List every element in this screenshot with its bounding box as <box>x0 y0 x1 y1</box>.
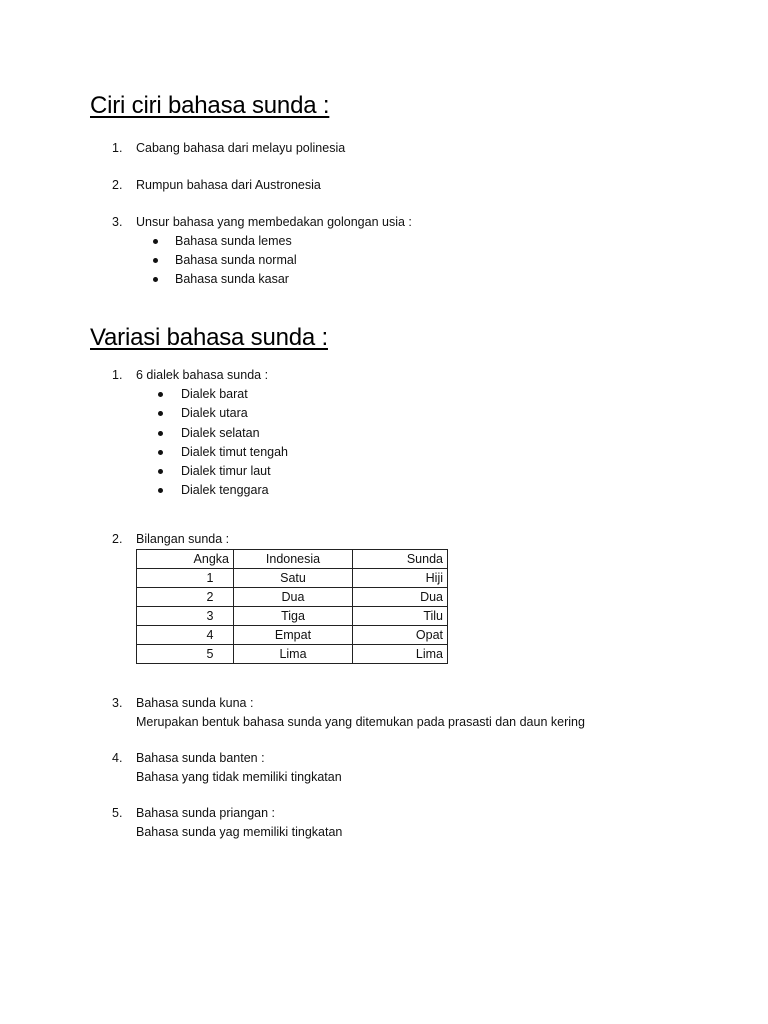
heading-ciri-ciri: Ciri ciri bahasa sunda : <box>90 92 330 119</box>
bullet-item: Dialek barat <box>181 387 248 401</box>
table-header-sunda: Sunda <box>353 550 448 569</box>
list-number: 5. <box>112 806 123 820</box>
list-item-detail: Bahasa yang tidak memiliki tingkatan <box>136 770 342 784</box>
bullet-icon <box>158 488 163 493</box>
table-cell: 2 <box>137 588 234 607</box>
list-item-text: Bahasa sunda priangan : <box>136 806 275 820</box>
list-number: 3. <box>112 696 123 710</box>
table-cell: 4 <box>137 626 234 645</box>
bullet-item: Dialek tenggara <box>181 483 269 497</box>
list-item-text: Cabang bahasa dari melayu polinesia <box>136 141 346 155</box>
bullet-item: Dialek utara <box>181 406 248 420</box>
bullet-icon <box>158 411 163 416</box>
heading-variasi: Variasi bahasa sunda : <box>90 324 328 351</box>
bullet-icon <box>158 392 163 397</box>
list-number: 1. <box>112 368 123 382</box>
list-item-text: Bilangan sunda : <box>136 532 230 546</box>
table-cell: Hiji <box>353 569 448 588</box>
table-row <box>137 569 448 588</box>
bullet-item: Bahasa sunda normal <box>175 253 297 267</box>
table-cell: 1 <box>137 569 234 588</box>
table-cell: Lima <box>353 645 448 664</box>
table-cell: Tilu <box>353 607 448 626</box>
table-cell: 3 <box>137 607 234 626</box>
table-cell: Empat <box>234 626 353 645</box>
table-cell: Dua <box>353 588 448 607</box>
table-row <box>137 626 448 645</box>
list-number: 3. <box>112 215 123 229</box>
table-cell: Lima <box>234 645 353 664</box>
bullet-icon <box>158 469 163 474</box>
bullet-icon <box>153 258 158 263</box>
bullet-item: Dialek timur laut <box>181 464 271 478</box>
table-cell: Tiga <box>234 607 353 626</box>
list-item-text: Unsur bahasa yang membedakan golongan usia : <box>136 215 412 229</box>
list-item-text: Bahasa sunda kuna : <box>136 696 254 710</box>
bullet-icon <box>158 450 163 455</box>
table-header-angka: Angka <box>137 550 234 569</box>
table-cell: Opat <box>353 626 448 645</box>
list-number: 1. <box>112 141 123 155</box>
bilangan-table <box>136 549 448 664</box>
table-row <box>137 588 448 607</box>
bullet-item: Dialek selatan <box>181 426 260 440</box>
bullet-item: Bahasa sunda kasar <box>175 272 289 286</box>
table-row <box>137 645 448 664</box>
list-number: 2. <box>112 178 123 192</box>
table-cell: Dua <box>234 588 353 607</box>
list-item-text: Bahasa sunda banten : <box>136 751 265 765</box>
table-cell: Satu <box>234 569 353 588</box>
list-item-text: 6 dialek bahasa sunda : <box>136 368 269 382</box>
bullet-icon <box>153 239 158 244</box>
table-row <box>137 607 448 626</box>
table-cell: 5 <box>137 645 234 664</box>
bullet-item: Bahasa sunda lemes <box>175 234 292 248</box>
table-header-row <box>137 550 448 569</box>
bullet-item: Dialek timut tengah <box>181 445 289 459</box>
bullet-icon <box>158 431 163 436</box>
list-number: 2. <box>112 532 123 546</box>
bullet-icon <box>153 277 158 282</box>
list-item-detail: Bahasa sunda yag memiliki tingkatan <box>136 825 343 839</box>
list-item-text: Rumpun bahasa dari Austronesia <box>136 178 321 192</box>
list-item-detail: Merupakan bentuk bahasa sunda yang ditemukan pada prasasti dan daun kering <box>136 715 585 729</box>
list-number: 4. <box>112 751 123 765</box>
table-header-indonesia: Indonesia <box>234 550 353 569</box>
